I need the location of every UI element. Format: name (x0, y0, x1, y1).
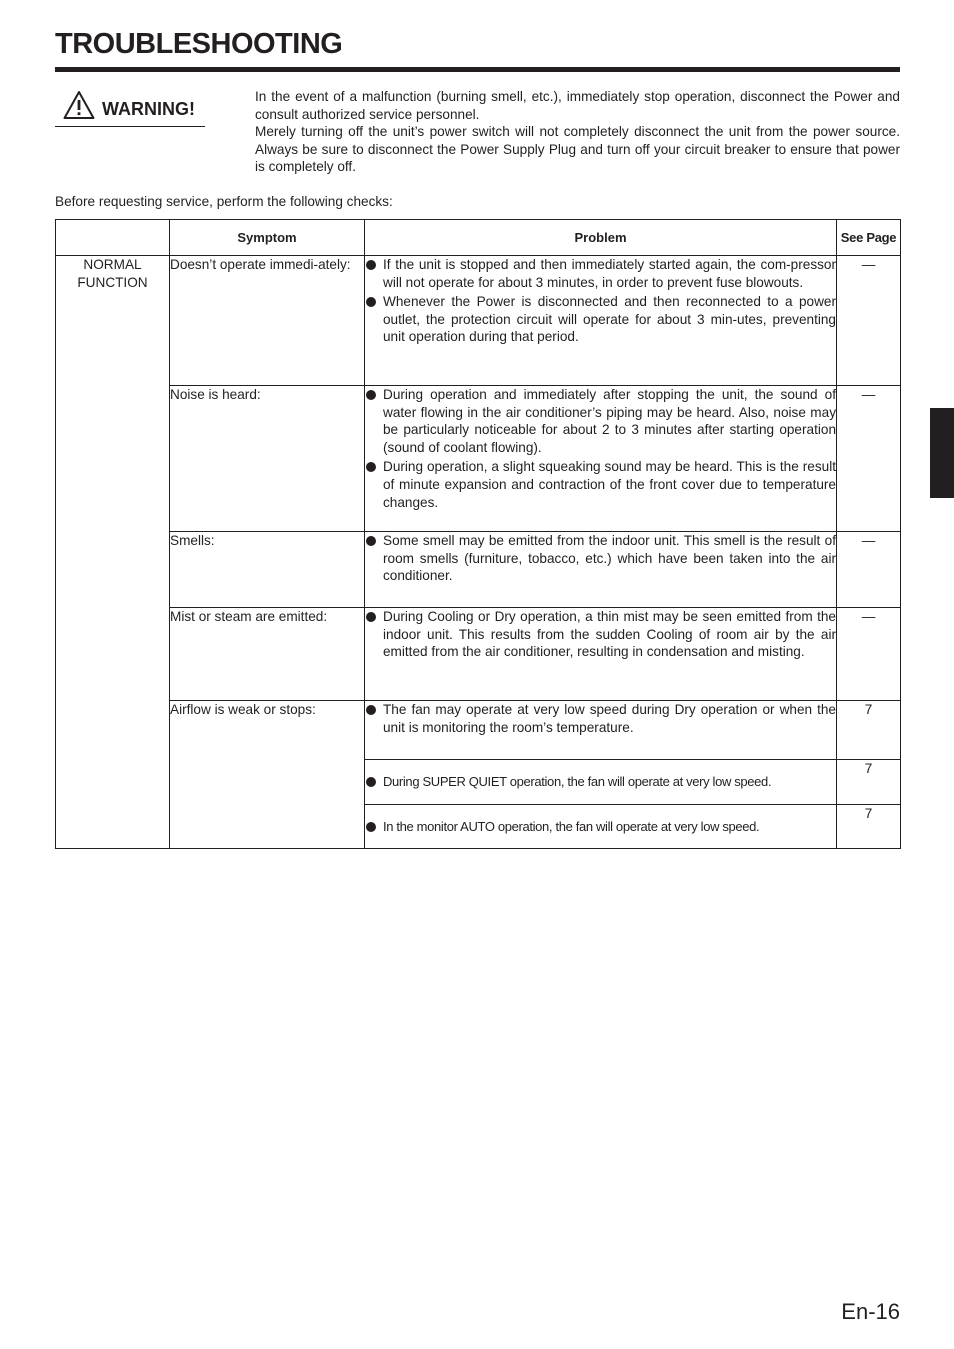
category-label: NORMAL FUNCTION (77, 257, 148, 290)
problem-cell (365, 805, 837, 849)
warning-paragraph: Merely turning off the unit’s power switch will not completely disconnect the unit from the power source. Always be sure to disconnect the Power Supply Plug and turn off your circuit breaker to ensure that power is completely off. (255, 124, 900, 175)
header-problem: Problem (365, 220, 837, 256)
table-row (56, 701, 901, 760)
page-title: TROUBLESHOOTING (55, 28, 343, 60)
problem-cell (365, 760, 837, 805)
symptom-cell: Smells: (170, 532, 365, 608)
see-page-cell: — (837, 532, 901, 608)
category-cell (56, 256, 170, 849)
problem-item: During SUPER QUIET operation, the fan will operate at very low speed. (365, 773, 836, 791)
table-row (56, 608, 901, 701)
title-rule (55, 67, 900, 72)
table-row (56, 386, 901, 532)
symptom-cell: Noise is heard: (170, 386, 365, 532)
symptom-cell: Mist or steam are emitted: (170, 608, 365, 701)
warning-text (255, 88, 900, 176)
symptom-cell: Airflow is weak or stops: (170, 701, 365, 849)
header-see-page: See Page (837, 220, 901, 256)
see-page-cell: — (837, 386, 901, 532)
table-header-row (56, 220, 901, 256)
problem-cell (365, 386, 837, 532)
see-page-cell: — (837, 608, 901, 701)
page-number: En-16 (841, 1299, 900, 1324)
warning-triangle-icon (63, 90, 95, 120)
intro-text: Before requesting service, perform the following checks: (55, 194, 393, 209)
problem-item: If the unit is stopped and then immediately started again, the com-pressor will not operate for about 3 minutes, in order to prevent fuse blowouts. (365, 256, 836, 291)
warning-paragraph: In the event of a malfunction (burning smell, etc.), immediately stop operation, disconnect the Power and consult authorized service personnel. (255, 89, 900, 122)
problem-cell (365, 532, 837, 608)
problem-item: Whenever the Power is disconnected and then reconnected to a power outlet, the protection circuit will operate for about 3 min-utes, preventing unit operation during that period. (365, 293, 836, 346)
problem-item: In the monitor AUTO operation, the fan will operate at very low speed. (365, 818, 836, 836)
problem-cell (365, 256, 837, 386)
table-row (56, 532, 901, 608)
problem-item: During operation, a slight squeaking sound may be heard. This is the result of minute expansion and contraction of the front cover due to temperature changes. (365, 458, 836, 511)
problem-item: During operation and immediately after stopping the unit, the sound of water flowing in the air conditioner’s piping may be heard. Also, noise may be particularly noticeable for about 2 to 3 minutes after starting operation (sound of coolant flowing). (365, 386, 836, 456)
see-page-cell: 7 (837, 805, 901, 849)
problem-cell (365, 608, 837, 701)
symptom-cell: Doesn’t operate immedi-ately: (170, 256, 365, 386)
header-category (56, 220, 170, 256)
see-page-cell: 7 (837, 760, 901, 805)
problem-item: The fan may operate at very low speed during Dry operation or when the unit is monitoring the room’s temperature. (365, 701, 836, 736)
warning-label: WARNING! (102, 99, 195, 119)
warning-heading (55, 90, 205, 127)
troubleshooting-table (55, 219, 901, 849)
problem-item: During Cooling or Dry operation, a thin mist may be seen emitted from the indoor unit. This results from the sudden Cooling of room air by the air emitted from the air conditioner, resulting in condensation and misting. (365, 608, 836, 661)
problem-item: Some smell may be emitted from the indoor unit. This smell is the result of room smells (furniture, tobacco, etc.) which have been taken into the air conditioner. (365, 532, 836, 585)
see-page-cell: 7 (837, 701, 901, 760)
table-row (56, 256, 901, 386)
header-symptom: Symptom (170, 220, 365, 256)
section-tab-marker (930, 408, 954, 498)
see-page-cell: — (837, 256, 901, 386)
problem-cell (365, 701, 837, 760)
